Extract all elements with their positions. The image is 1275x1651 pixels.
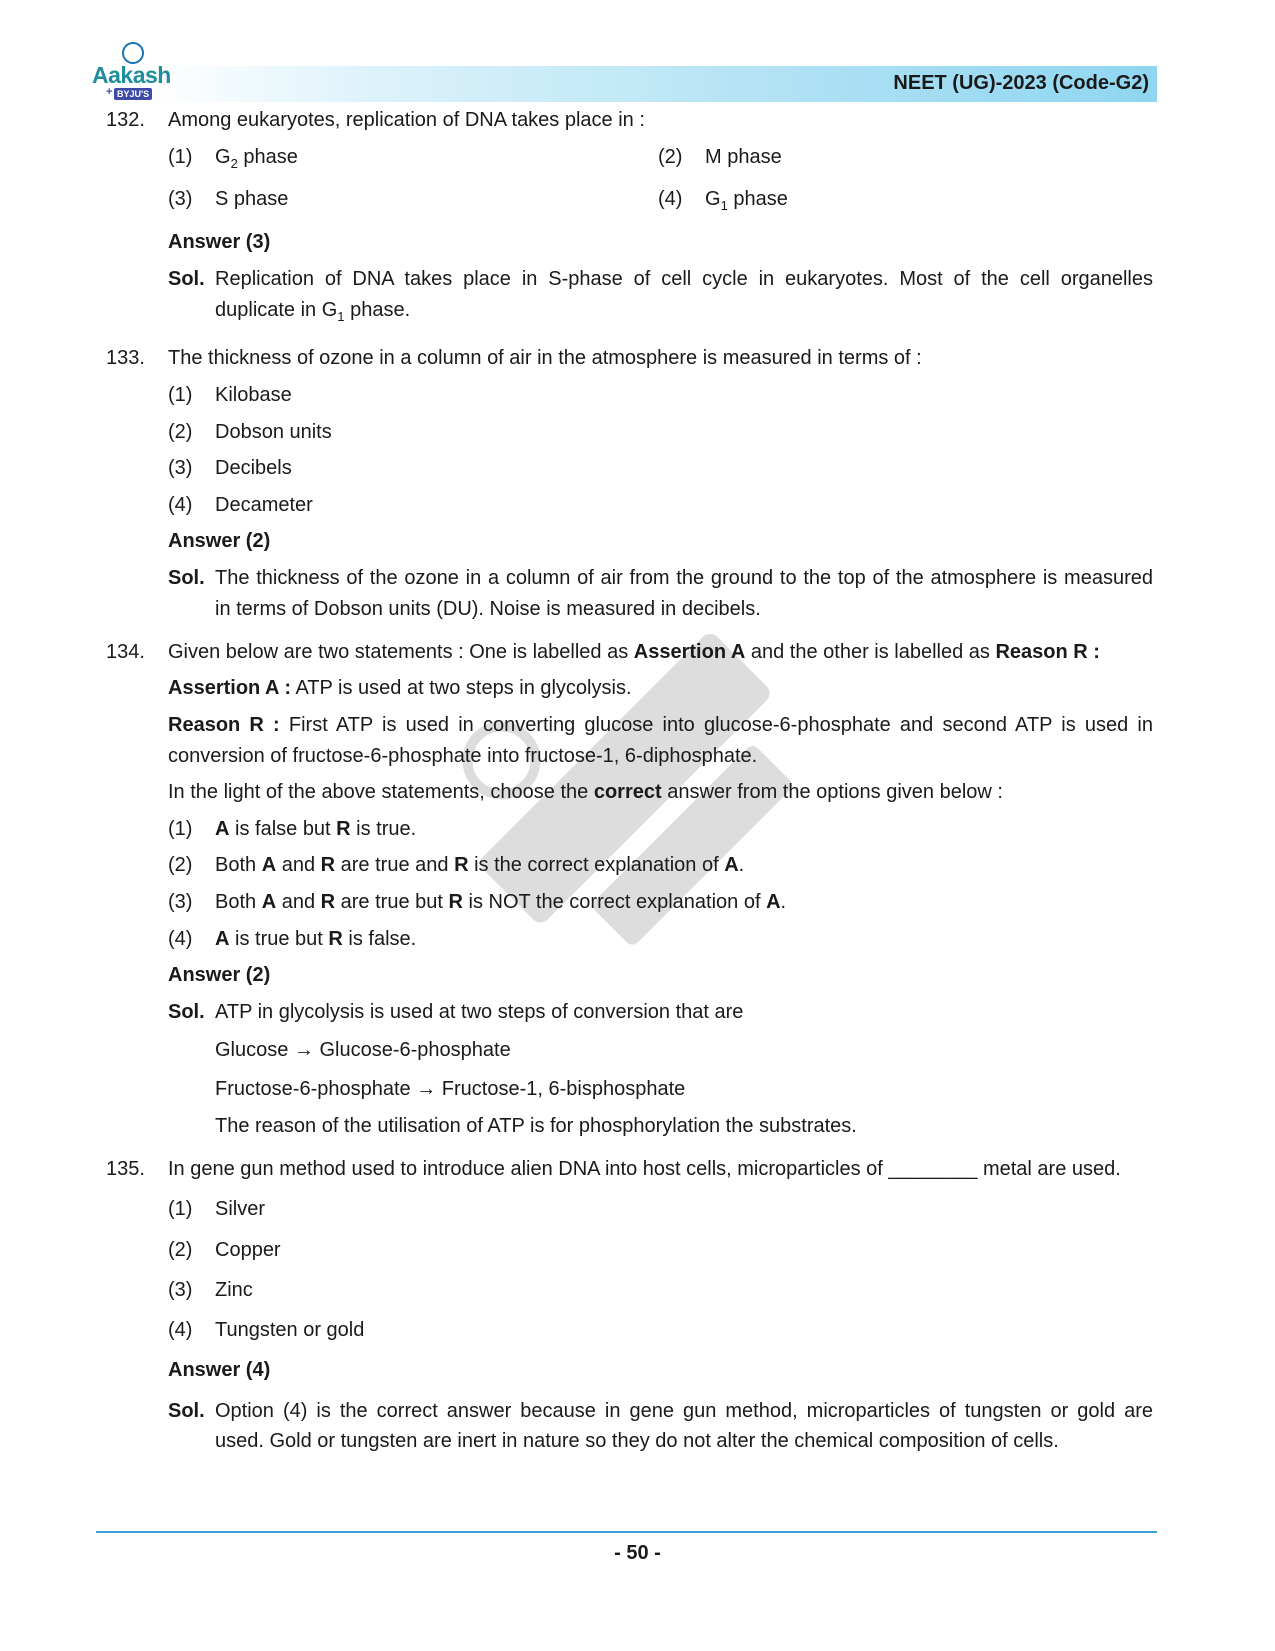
page-header-title: NEET (UG)-2023 (Code-G2)	[893, 72, 1149, 94]
option-number: (1)	[168, 1198, 193, 1220]
question-number: 133.	[106, 347, 145, 369]
option-number: (4)	[168, 494, 193, 516]
option-number: (2)	[168, 1239, 193, 1261]
instruction-text: In the light of the above statements, choose the correct answer from the options given below :	[168, 781, 1003, 803]
logo-sub: BYJU'S	[114, 88, 152, 100]
page-number: - 50 -	[614, 1542, 661, 1564]
answer-label: Answer (2)	[168, 530, 271, 552]
reason-statement: Reason R : First ATP is used in converting glucose into glucose-6-phosphate and second ATP is used in	[168, 714, 1153, 736]
solution-label: Sol.	[168, 268, 205, 290]
question-text: The thickness of ozone in a column of air in the atmosphere is measured in terms of :	[168, 347, 922, 369]
logo-plus-icon: +	[106, 86, 113, 98]
option-text: Decameter	[215, 494, 313, 516]
option-number: (4)	[168, 928, 193, 950]
solution-text: duplicate in $G_1$ phase.	[215, 299, 411, 324]
option-text: A is true but R is false.	[215, 928, 417, 950]
option-number: (2)	[658, 146, 683, 168]
option-text: Decibels	[215, 457, 292, 479]
option-number: (2)	[168, 421, 193, 443]
solution-text: The thickness of the ozone in a column of air from the ground to the top of the atmosphere is measured	[215, 567, 1153, 589]
option-number: (4)	[658, 188, 683, 210]
option-text: Dobson units	[215, 421, 332, 443]
option-number: (1)	[168, 146, 193, 168]
option-text: Zinc	[215, 1279, 253, 1301]
option-text: $G_2$ phase	[215, 146, 298, 171]
assertion-statement: Assertion A : ATP is used at two steps in glycolysis.	[168, 677, 632, 699]
option-text: A is false but R is true.	[215, 818, 417, 840]
question-number: 132.	[106, 109, 145, 131]
option-text: Silver	[215, 1198, 266, 1220]
logo-emblem-icon	[122, 42, 144, 64]
answer-label: Answer (2)	[168, 964, 271, 986]
option-text: S phase	[215, 188, 289, 210]
option-text: Copper	[215, 1239, 281, 1261]
footer-divider	[96, 1531, 1157, 1533]
solution-text: in terms of Dobson units (DU). Noise is measured in decibels.	[215, 598, 761, 620]
solution-reaction: Fructose-6-phosphate → Fructose-1, 6-bisphosphate	[215, 1078, 686, 1100]
option-number: (3)	[168, 188, 193, 210]
question-text: In gene gun method used to introduce alien DNA into host cells, microparticles of ________ metal are used.	[168, 1158, 1121, 1180]
reason-statement-cont: conversion of fructose-6-phosphate into fructose-1, 6-diphosphate.	[168, 745, 758, 767]
solution-label: Sol.	[168, 1400, 205, 1422]
question-text: Given below are two statements : One is labelled as Assertion A and the other is labelled as Reason R :	[168, 641, 1100, 663]
solution-text: ATP in glycolysis is used at two steps of conversion that are	[215, 1001, 744, 1023]
option-number: (3)	[168, 457, 193, 479]
logo-text: Aakash	[92, 62, 171, 88]
option-text: Both A and R are true and R is the correct explanation of A.	[215, 854, 745, 876]
question-number: 134.	[106, 641, 145, 663]
option-text: Tungsten or gold	[215, 1319, 365, 1341]
option-text: M phase	[705, 146, 782, 168]
solution-reaction: Glucose → Glucose-6-phosphate	[215, 1039, 511, 1061]
solution-text: The reason of the utilisation of ATP is for phosphorylation the substrates.	[215, 1115, 857, 1137]
option-text: $G_1$ phase	[705, 188, 788, 213]
question-number: 135.	[106, 1158, 145, 1180]
option-number: (3)	[168, 1279, 193, 1301]
solution-label: Sol.	[168, 1001, 205, 1023]
option-number: (1)	[168, 818, 193, 840]
option-text: Kilobase	[215, 384, 292, 406]
solution-label: Sol.	[168, 567, 205, 589]
question-text: Among eukaryotes, replication of DNA takes place in :	[168, 109, 645, 131]
option-text: Both A and R are true but R is NOT the correct explanation of A.	[215, 891, 787, 913]
answer-label: Answer (3)	[168, 231, 271, 253]
option-number: (3)	[168, 891, 193, 913]
solution-text: Replication of DNA takes place in S-phase of cell cycle in eukaryotes. Most of the cell organelles	[215, 268, 1153, 290]
option-number: (2)	[168, 854, 193, 876]
aakash-logo	[92, 40, 182, 104]
solution-text: Option (4) is the correct answer because in gene gun method, microparticles of tungsten or gold are	[215, 1400, 1153, 1422]
answer-label: Answer (4)	[168, 1359, 271, 1381]
option-number: (4)	[168, 1319, 193, 1341]
solution-text: used. Gold or tungsten are inert in nature so they do not alter the chemical composition of cells.	[215, 1430, 1059, 1452]
option-number: (1)	[168, 384, 193, 406]
